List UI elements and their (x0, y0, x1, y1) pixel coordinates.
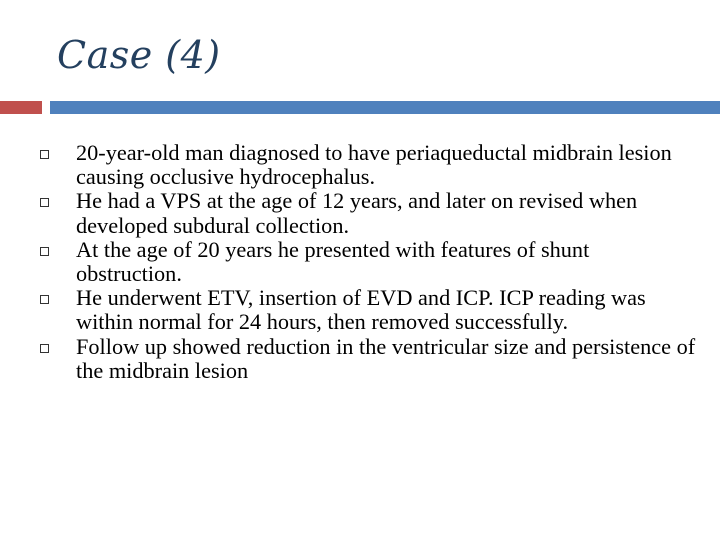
hollow-square-icon (40, 198, 49, 207)
title-rule-red (0, 101, 42, 114)
bullet-item (40, 238, 700, 286)
title-rule-blue (50, 101, 720, 114)
bullet-text: 20-year-old man diagnosed to have periaqueductal midbrain lesion causing occlusive hydrocephalus. (76, 140, 672, 190)
hollow-square-icon (40, 295, 49, 304)
bullet-item (40, 141, 700, 189)
bullet-text: At the age of 20 years he presented with features of shunt obstruction. (76, 236, 590, 287)
bullet-text: Follow up showed reduction in the ventricular size and persistence of the midbrain lesion (76, 333, 696, 383)
hollow-square-icon (40, 247, 49, 256)
bullet-item (40, 189, 700, 237)
hollow-square-icon (40, 344, 49, 353)
bullet-list (40, 141, 700, 383)
slide-title: Case (4) (57, 33, 221, 77)
bullet-item (40, 286, 700, 334)
bullet-text: He had a VPS at the age of 12 years, and later on revised when developed subdural collection. (76, 188, 638, 238)
bullet-text: He underwent ETV, insertion of EVD and ICP. ICP reading was within normal for 24 hours, then removed successfully. (76, 285, 646, 335)
bullet-item (40, 335, 700, 383)
hollow-square-icon (40, 150, 49, 159)
